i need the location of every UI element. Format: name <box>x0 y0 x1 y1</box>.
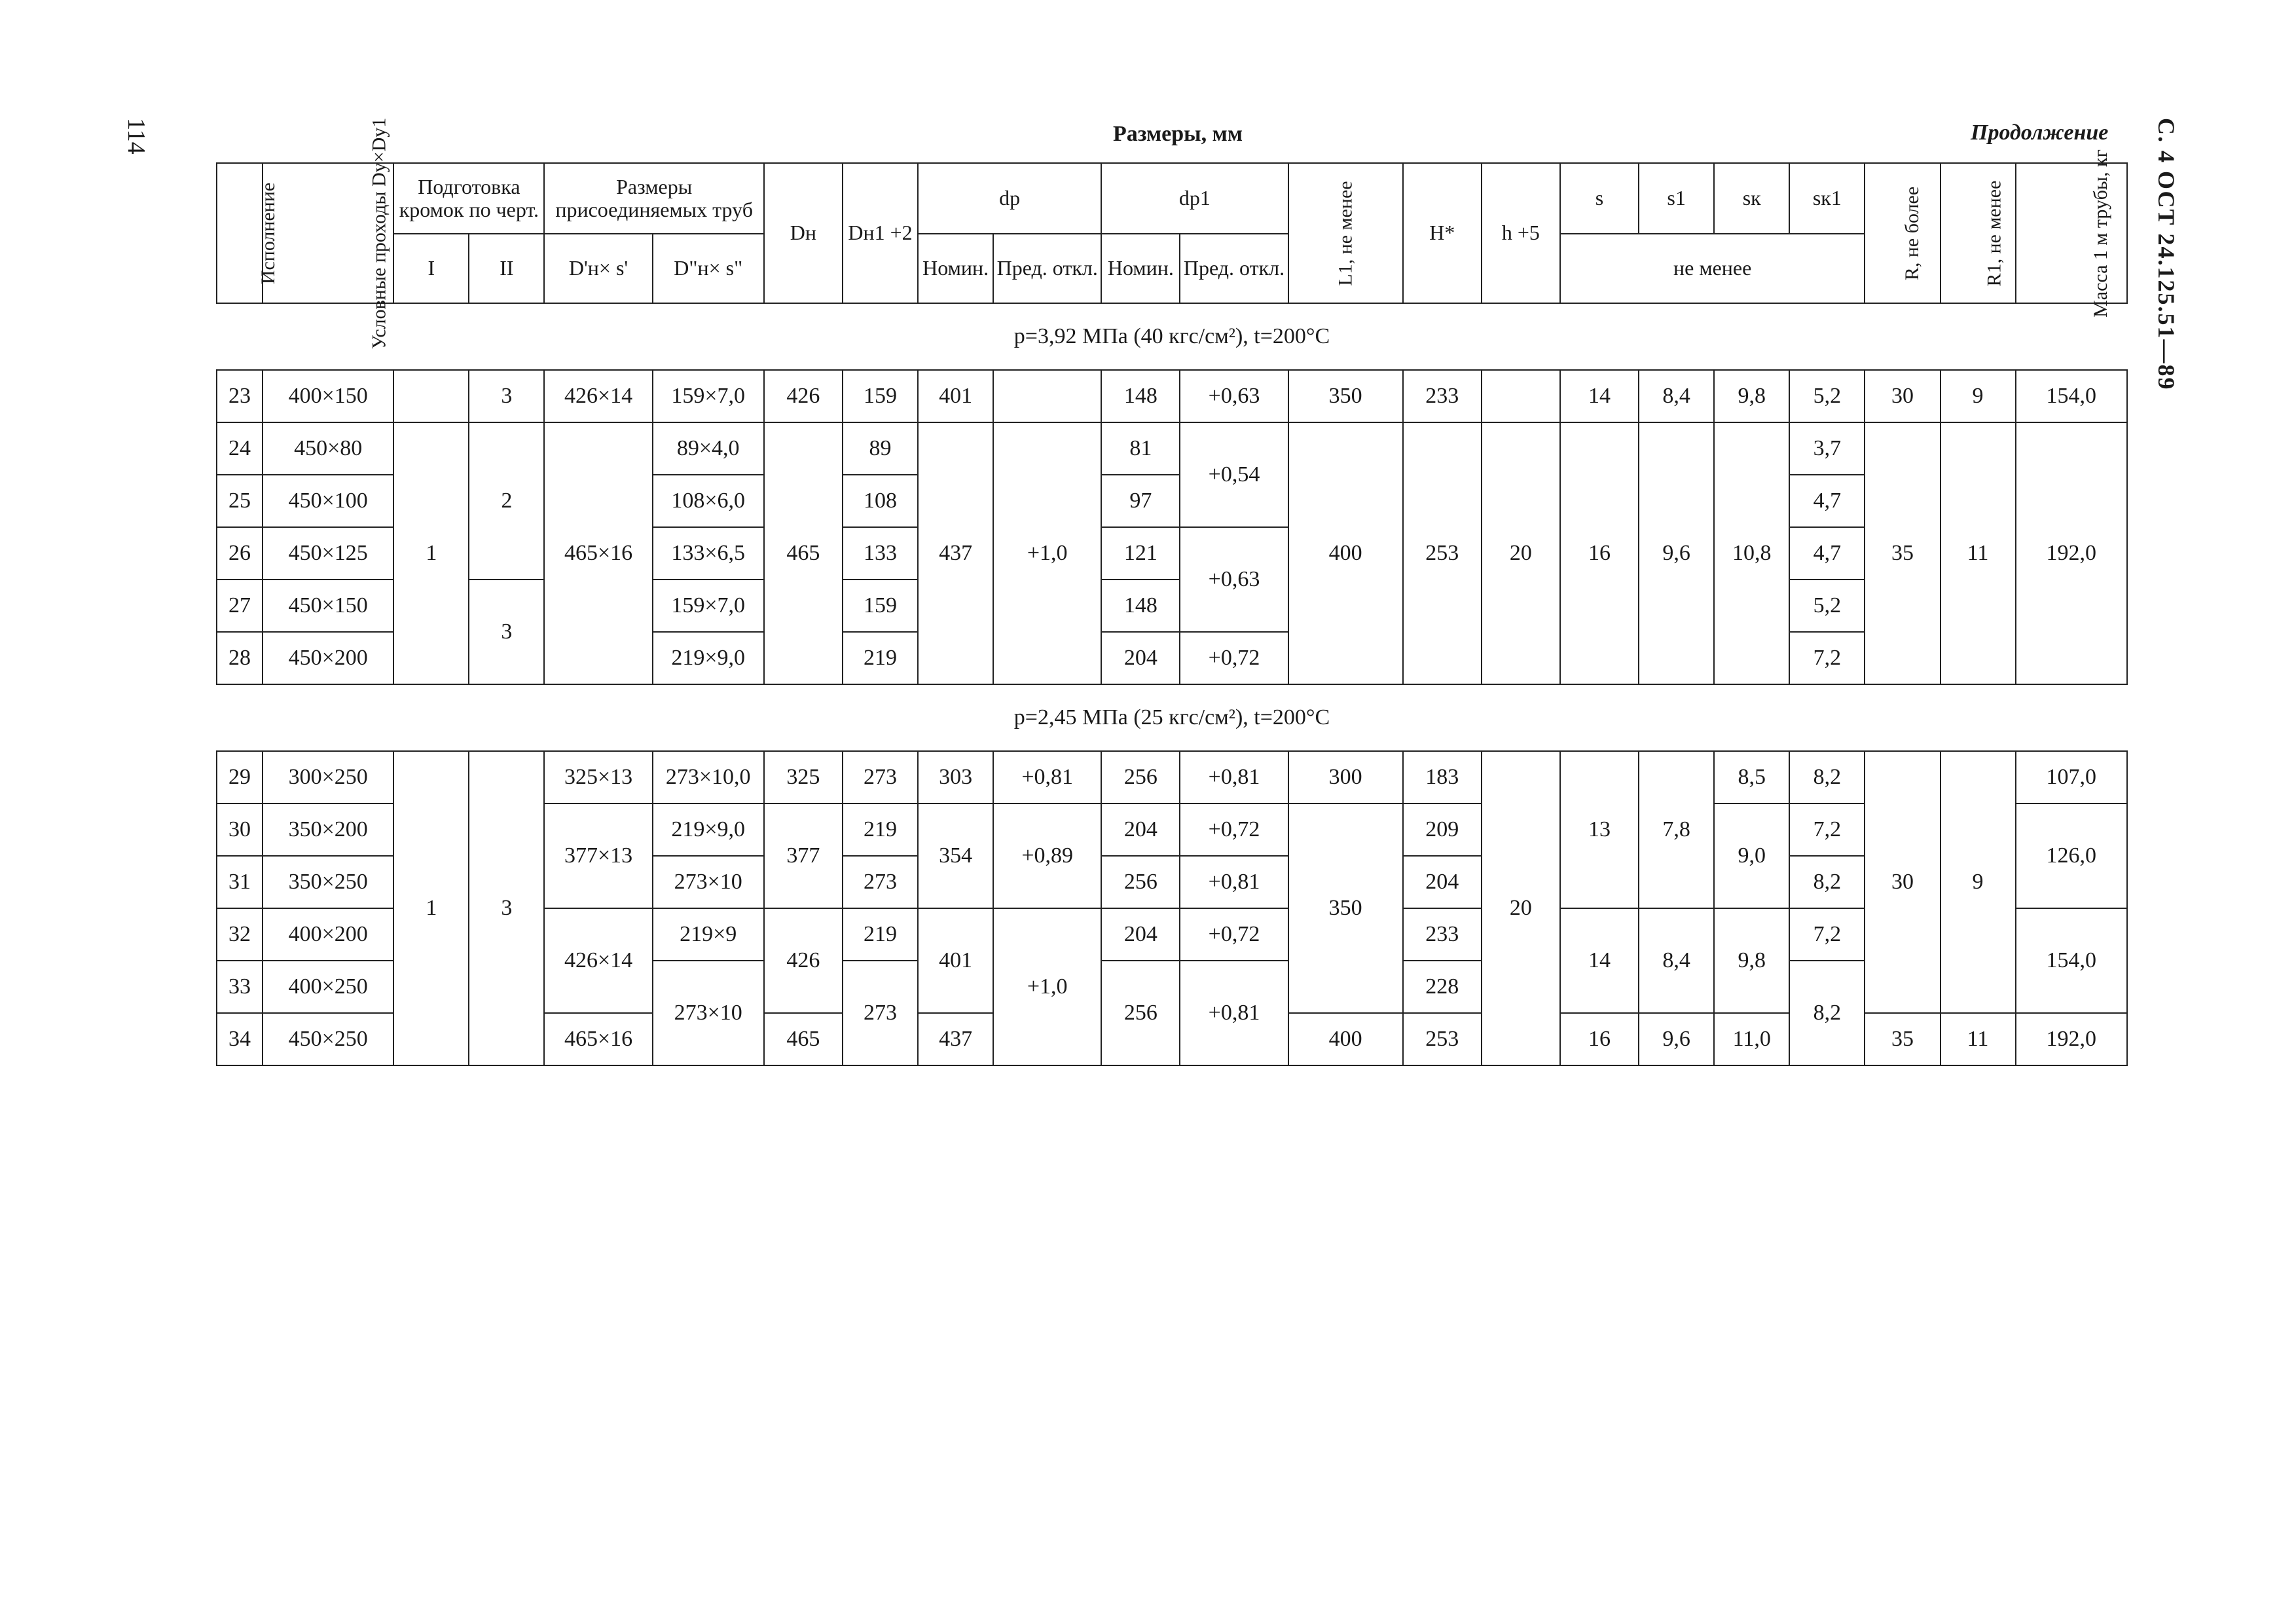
table-cell: 273×10 <box>653 856 764 908</box>
header-dp-pred: Пред. откл. <box>993 234 1101 303</box>
table-cell: 273×10,0 <box>653 751 764 803</box>
table-cell: 30 <box>1865 751 1940 1013</box>
table-cell: 16 <box>1560 1013 1639 1065</box>
table-cell: 97 <box>1101 475 1180 527</box>
table-cell: 465×16 <box>544 422 652 684</box>
table-cell: 108×6,0 <box>653 475 764 527</box>
document-code: С. 4 ОСТ 24.125.51—89 <box>2153 118 2179 391</box>
table-cell: +0,72 <box>1180 632 1288 684</box>
table-cell: 400 <box>1288 1013 1403 1065</box>
table-cell: 14 <box>1560 370 1639 422</box>
table-cell: +0,81 <box>993 751 1101 803</box>
header-ispolnenie: Исполнение <box>217 163 263 303</box>
table-cell: 27 <box>217 580 263 632</box>
table-cell: 11,0 <box>1714 1013 1789 1065</box>
table-cell: 300 <box>1288 751 1403 803</box>
table-cell: 30 <box>217 803 263 856</box>
table-cell: 219 <box>843 632 918 684</box>
table-cell: 26 <box>217 527 263 580</box>
header-dn: Dн <box>764 163 843 303</box>
table-cell: 7,8 <box>1639 751 1714 908</box>
header-dn1: Dн1 +2 <box>843 163 918 303</box>
table-cell: 465×16 <box>544 1013 652 1065</box>
table-row <box>217 422 2127 475</box>
table-cell: 219×9,0 <box>653 632 764 684</box>
table-cell: 7,2 <box>1789 908 1865 961</box>
table-cell: 219 <box>843 908 918 961</box>
table-cell: 450×125 <box>263 527 393 580</box>
table-cell: 7,2 <box>1789 632 1865 684</box>
header-podgotovka: Подготовка кромок по черт. <box>393 163 544 234</box>
table-cell: 34 <box>217 1013 263 1065</box>
table-cell: 228 <box>1403 961 1482 1013</box>
header-h: h +5 <box>1482 163 1560 303</box>
table-cell: 81 <box>1101 422 1180 475</box>
header-r1: R1, не менее <box>1941 163 2016 303</box>
table-cell: 11 <box>1941 422 2016 684</box>
header-l1: L1, не менее <box>1288 163 1403 303</box>
table-cell: 426×14 <box>544 370 652 422</box>
table-cell: +0,63 <box>1180 527 1288 632</box>
table-cell: 13 <box>1560 751 1639 908</box>
table-cell: +0,63 <box>1180 370 1288 422</box>
table-row <box>217 370 2127 422</box>
table-cell: 35 <box>1865 422 1940 684</box>
table-cell: 108 <box>843 475 918 527</box>
table-cell: 377×13 <box>544 803 652 908</box>
table-cell: 8,2 <box>1789 961 1865 1065</box>
table-cell: 25 <box>217 475 263 527</box>
table-cell: 450×150 <box>263 580 393 632</box>
table-cell: 325×13 <box>544 751 652 803</box>
table-cell: 11 <box>1941 1013 2016 1065</box>
table-cell: 23 <box>217 370 263 422</box>
table-cell: 4,7 <box>1789 475 1865 527</box>
table-cell: 9,6 <box>1639 422 1714 684</box>
table-cell: 400 <box>1288 422 1403 684</box>
table-cell: +0,81 <box>1180 856 1288 908</box>
table-title: Размеры, мм <box>1113 122 1243 146</box>
table-cell: 325 <box>764 751 843 803</box>
header-podgotovka-1: I <box>393 234 469 303</box>
table-cell: 8,4 <box>1639 370 1714 422</box>
table-cell <box>393 370 469 422</box>
table-cell: 159 <box>843 580 918 632</box>
table-cell: 8,4 <box>1639 908 1714 1013</box>
table-cell: 10,8 <box>1714 422 1789 684</box>
table-cell: 31 <box>217 856 263 908</box>
header-s1: s1 <box>1639 163 1714 234</box>
table-cell: 1 <box>393 422 469 684</box>
table-cell: 426×14 <box>544 908 652 1013</box>
page-number: 114 <box>122 118 150 155</box>
table-cell: 126,0 <box>2016 803 2127 908</box>
table-cell: 3 <box>469 751 544 1065</box>
header-dp1-nom: Номин. <box>1101 234 1180 303</box>
table-cell: 350×250 <box>263 856 393 908</box>
table-cell: 89×4,0 <box>653 422 764 475</box>
header-razmery-2: D"н× s" <box>653 234 764 303</box>
table-cell: 20 <box>1482 422 1560 684</box>
table-cell: 253 <box>1403 422 1482 684</box>
header-sk: sк <box>1714 163 1789 234</box>
table-cell: 256 <box>1101 751 1180 803</box>
continuation-label: Продолжение <box>1971 120 2109 145</box>
table-cell <box>1482 370 1560 422</box>
table-cell: +0,54 <box>1180 422 1288 527</box>
table-cell: 219 <box>843 803 918 856</box>
table-cell: +0,81 <box>1180 961 1288 1065</box>
table-cell: 450×200 <box>263 632 393 684</box>
table-cell: 148 <box>1101 370 1180 422</box>
header-massa: Масса 1 м трубы, кг <box>2016 163 2127 303</box>
table-cell: 450×100 <box>263 475 393 527</box>
table-cell: 400×150 <box>263 370 393 422</box>
table-cell: 154,0 <box>2016 370 2127 422</box>
table-cell: 29 <box>217 751 263 803</box>
table-cell: 300×250 <box>263 751 393 803</box>
header-razmery: Размеры присоединяемых труб <box>544 163 763 234</box>
table-cell: +0,72 <box>1180 803 1288 856</box>
table-cell: 3 <box>469 370 544 422</box>
table-cell: 377 <box>764 803 843 908</box>
table-cell: 9 <box>1941 370 2016 422</box>
header-sk1: sк1 <box>1789 163 1865 234</box>
table-cell: 35 <box>1865 1013 1940 1065</box>
table-cell: 204 <box>1403 856 1482 908</box>
header-razmery-1: D'н× s' <box>544 234 652 303</box>
table-cell: 133×6,5 <box>653 527 764 580</box>
table-cell: 9,8 <box>1714 370 1789 422</box>
table-cell: 7,2 <box>1789 803 1865 856</box>
table-cell: 8,2 <box>1789 751 1865 803</box>
table-cell: 5,2 <box>1789 580 1865 632</box>
table-cell: 465 <box>764 422 843 684</box>
table-cell: 159×7,0 <box>653 370 764 422</box>
table-cell: 8,2 <box>1789 856 1865 908</box>
table-cell: 9,0 <box>1714 803 1789 908</box>
table-cell: 400×250 <box>263 961 393 1013</box>
table-cell: 3 <box>469 580 544 684</box>
table-cell: 450×80 <box>263 422 393 475</box>
table-cell: +0,89 <box>993 803 1101 908</box>
table-cell: 401 <box>918 370 993 422</box>
table-cell: 32 <box>217 908 263 961</box>
section-title-1: p=3,92 МПа (40 кгс/см²), t=200°С <box>1013 324 1330 349</box>
table-cell: 204 <box>1101 632 1180 684</box>
header-dp1: dр1 <box>1101 163 1288 234</box>
table-cell: 148 <box>1101 580 1180 632</box>
table-cell: 450×250 <box>263 1013 393 1065</box>
header-dp1-pred: Пред. откл. <box>1180 234 1288 303</box>
table-cell: 89 <box>843 422 918 475</box>
table-cell: 3,7 <box>1789 422 1865 475</box>
table-cell: 219×9,0 <box>653 803 764 856</box>
table-cell: 273 <box>843 751 918 803</box>
table-cell: 2 <box>469 422 544 580</box>
table-cell: 1 <box>393 751 469 1065</box>
table-cell: 426 <box>764 908 843 1013</box>
table-cell: 209 <box>1403 803 1482 856</box>
table-cell: 253 <box>1403 1013 1482 1065</box>
table-cell: 204 <box>1101 908 1180 961</box>
table-cell: 159×7,0 <box>653 580 764 632</box>
header-uslovnye: Условные проходы Dy×Dy1 <box>263 163 393 303</box>
table-cell: 401 <box>918 908 993 1013</box>
table-cell: 192,0 <box>2016 422 2127 684</box>
section-title-2: p=2,45 МПа (25 кгс/см²), t=200°С <box>1013 705 1330 730</box>
table-cell: 350 <box>1288 803 1403 1013</box>
table-cell: 107,0 <box>2016 751 2127 803</box>
table-cell: 219×9 <box>653 908 764 961</box>
header-podgotovka-2: II <box>469 234 544 303</box>
table-cell: 9,8 <box>1714 908 1789 1013</box>
table-cell: 437 <box>918 1013 993 1065</box>
table-cell: +1,0 <box>993 908 1101 1065</box>
table-cell: 5,2 <box>1789 370 1865 422</box>
header-s: s <box>1560 163 1639 234</box>
table-cell: 24 <box>217 422 263 475</box>
table-cell: 28 <box>217 632 263 684</box>
table-cell: 159 <box>843 370 918 422</box>
table-cell: 273 <box>843 961 918 1065</box>
table-cell: 273×10 <box>653 961 764 1065</box>
table-cell: 33 <box>217 961 263 1013</box>
table-cell: +0,72 <box>1180 908 1288 961</box>
header-r: R, не более <box>1865 163 1940 303</box>
table-cell: +0,81 <box>1180 751 1288 803</box>
table-cell: 9,6 <box>1639 1013 1714 1065</box>
table-row <box>217 751 2127 803</box>
table-cell: +1,0 <box>993 422 1101 684</box>
header-dp: dр <box>918 163 1101 234</box>
table-cell: 354 <box>918 803 993 908</box>
table-cell: 133 <box>843 527 918 580</box>
table-cell: 16 <box>1560 422 1639 684</box>
table-cell: 8,5 <box>1714 751 1789 803</box>
table-cell: 30 <box>1865 370 1940 422</box>
table-cell: 465 <box>764 1013 843 1065</box>
table-cell: 192,0 <box>2016 1013 2127 1065</box>
table-cell: 233 <box>1403 908 1482 961</box>
table-cell: 437 <box>918 422 993 684</box>
table-cell: 350 <box>1288 370 1403 422</box>
table-cell: 183 <box>1403 751 1482 803</box>
table-cell: 14 <box>1560 908 1639 1013</box>
header-h-star: H* <box>1403 163 1482 303</box>
table-cell: 303 <box>918 751 993 803</box>
table-cell: 204 <box>1101 803 1180 856</box>
table-cell: 154,0 <box>2016 908 2127 1013</box>
table-cell: 9 <box>1941 751 2016 1013</box>
table-cell: 426 <box>764 370 843 422</box>
table-cell: 256 <box>1101 856 1180 908</box>
table-cell: 400×200 <box>263 908 393 961</box>
table-cell: 20 <box>1482 751 1560 1065</box>
header-dp-nom: Номин. <box>918 234 993 303</box>
table-row <box>217 580 2127 632</box>
table-cell: 121 <box>1101 527 1180 580</box>
table-cell: 4,7 <box>1789 527 1865 580</box>
table-cell: 256 <box>1101 961 1180 1065</box>
header-ne-menee: не менее <box>1560 234 1865 303</box>
table-cell: 233 <box>1403 370 1482 422</box>
table-cell: 273 <box>843 856 918 908</box>
table-cell <box>993 370 1101 422</box>
table-cell: 350×200 <box>263 803 393 856</box>
